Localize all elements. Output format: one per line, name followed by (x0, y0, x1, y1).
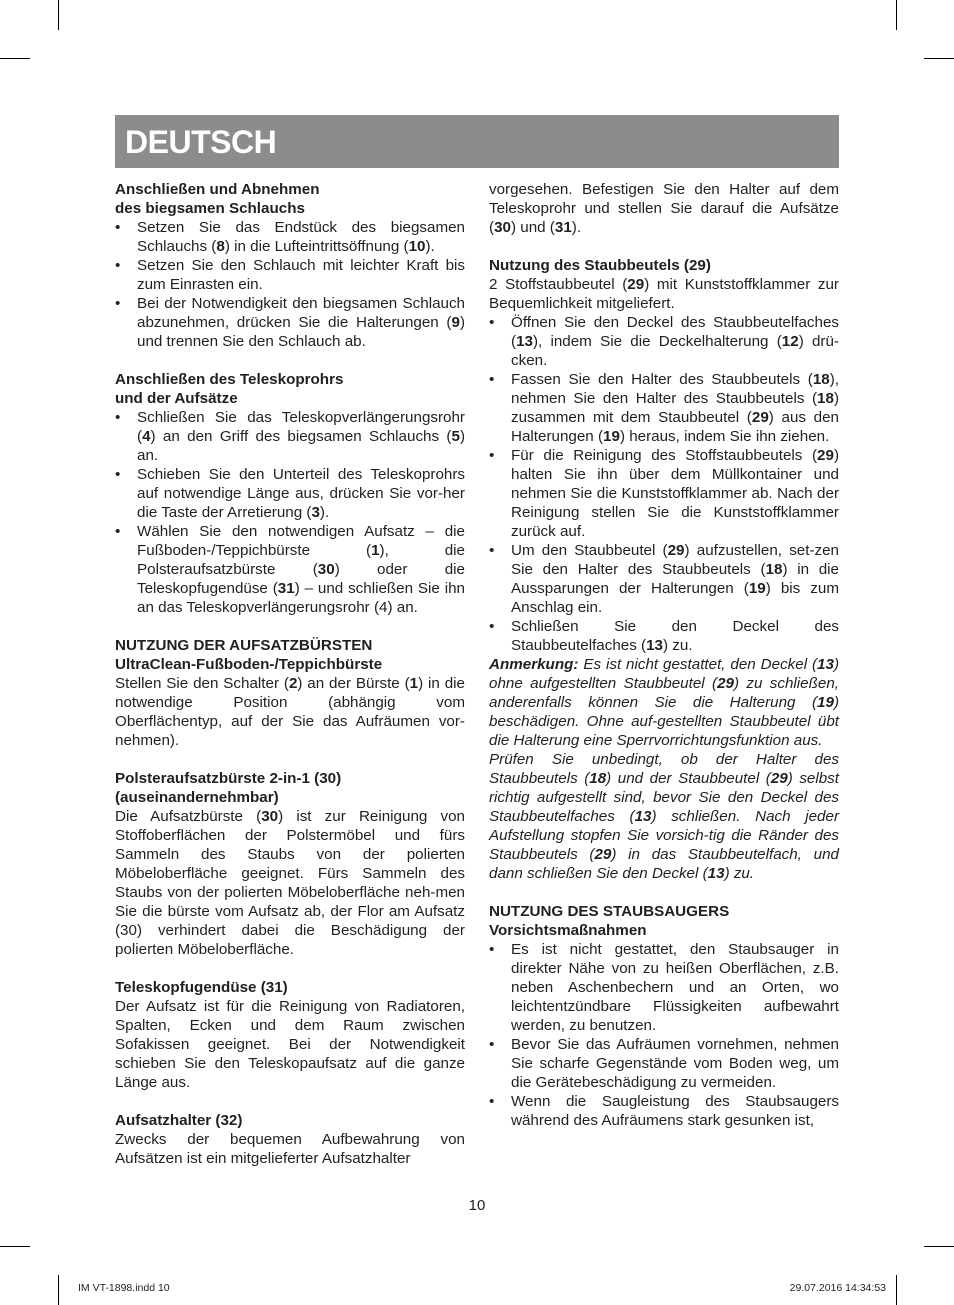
bullet: • (489, 1036, 495, 1053)
list-item: • Es ist nicht gestattet, den Staubsauger in direkter Nähe von zu heißen Oberflächen, z.B. neben Aschenbechern und an Orten, wo leichtentzündbare Flüssigkeiten aufbewahrt werden, zu benutzen. (489, 941, 839, 1034)
crop-mark (58, 1275, 59, 1305)
list-item: • Wählen Sie den notwendigen Aufsatz – die Fußboden-/Teppichbürste (1), die Polsteraufsatzbürste (30) oder die Teleskopfugendüse (31) – und schließen Sie ihn an das Teleskopverlängerungsrohr (4) an. (115, 523, 465, 616)
bullet: • (489, 618, 495, 635)
bullet: • (489, 542, 495, 559)
bullet: • (489, 941, 495, 958)
list-item: • Schließen Sie den Deckel des Staubbeutelfaches (13) zu. (489, 618, 839, 654)
section-heading: Aufsatzhalter (32) (115, 1112, 243, 1129)
list-item: • Bei der Notwendigkeit den biegsamen Schlauch abzunehmen, drücken Sie die Halterungen (9) und trennen Sie den Schlauch ab. (115, 295, 465, 350)
bullet: • (489, 314, 495, 331)
section-heading: und der Aufsätze (115, 390, 238, 407)
section-heading: Nutzung des Staubbeutels (29) (489, 257, 711, 274)
bullet: • (115, 409, 121, 426)
section-heading: NUTZUNG DES STAUBSAUGERS (489, 903, 730, 920)
crop-mark (896, 0, 897, 30)
section-heading: Polsteraufsatzbürste 2-in-1 (30) (115, 770, 342, 787)
crop-mark (924, 1246, 954, 1247)
crop-mark (924, 58, 954, 59)
bullet: • (489, 447, 495, 464)
section-heading: Anschließen des Teleskoprohrs (115, 371, 344, 388)
list-item: • Wenn die Saugleistung des Staubsaugers während des Aufräumens stark gesunken ist, (489, 1093, 839, 1129)
page-number: 10 (468, 1197, 486, 1214)
left-column (115, 180, 465, 1168)
note: Prüfen Sie unbedingt, ob der Halter des Staubbeutels (18) und der Staubbeutel (29) selbst richtig aufgestellt sind, bevor Sie den Deckel des Staubbeutelfaches (13) schließen. Nach jeder Aufstellung stopfen Sie vorsich-tig die Ränder des Staubbeutels (29) in das Staubbeutelfach, und dann schließen Sie den Deckel (13) zu. (489, 751, 840, 882)
right-column (489, 180, 839, 1130)
crop-mark (0, 1246, 30, 1247)
bullet: • (489, 371, 495, 388)
language-banner (115, 115, 839, 168)
page-title: DEUTSCH (125, 124, 277, 160)
paragraph: Der Aufsatz ist für die Reinigung von Radiatoren, Spalten, Ecken und dem Raum zwischen Sofakissen geeignet. Bei der Notwendigkeit schieben Sie den Teleskopaufsatz auf die ganze Länge aus. (115, 998, 465, 1091)
crop-mark (58, 0, 59, 30)
list-item: • Setzen Sie das Endstück des biegsamen Schlauchs (8) in die Lufteintrittsöffnung (10). (115, 219, 465, 255)
paragraph: Zwecks der bequemen Aufbewahrung von Aufsätzen ist ein mitgelieferter Aufsatzhalter (115, 1131, 465, 1167)
section-subheading: UltraClean-Fußboden-/Teppichbürste (115, 656, 383, 673)
section-heading: NUTZUNG DER AUFSATZBÜRSTEN (115, 637, 373, 654)
footer-file: IM VT-1898.indd 10 (78, 1282, 170, 1294)
list-item: • Fassen Sie den Halter des Staubbeutels (18), nehmen Sie den Halter des Staubbeutels (18) zusammen mit dem Staubbeutel (29) aus den Halterungen (19) heraus, indem Sie ihn ziehen. (489, 371, 840, 445)
bullet: • (115, 295, 121, 312)
list-item: • Bevor Sie das Aufräumen vornehmen, nehmen Sie scharfe Gegenstände vom Boden weg, um die Gerätebeschädigung zu vermeiden. (489, 1036, 839, 1091)
bullet: • (115, 523, 121, 540)
list-item: • Öffnen Sie den Deckel des Staubbeutelfaches (13), indem Sie die Deckelhalterung (12) drü-cken. (489, 314, 839, 369)
paragraph: Stellen Sie den Schalter (2) an der Bürste (1) in die notwendige Position (abhängig vom Oberflächentyp, auf der Sie das Aufräumen vor-nehmen). (115, 675, 465, 749)
list-item: • Schieben Sie den Unterteil des Teleskoprohrs auf notwendige Länge aus, drücken Sie vor-her die Taste der Arretierung (3). (115, 466, 465, 521)
section-subheading: Vorsichtsmaßnahmen (489, 922, 647, 939)
section-heading: Teleskopfugendüse (31) (115, 979, 288, 996)
crop-mark (896, 1275, 897, 1305)
list-item: • Setzen Sie den Schlauch mit leichter Kraft bis zum Einrasten ein. (115, 257, 465, 293)
list-item: • Um den Staubbeutel (29) aufzustellen, set-zen Sie den Halter des Staubbeutels (18) in die Aussparungen der Halterungen (19) bis zum Anschlag ein. (489, 542, 839, 616)
bullet: • (115, 466, 121, 483)
paragraph: vorgesehen. Befestigen Sie den Halter auf dem Teleskoprohr und stellen Sie darauf die Aufsätze (30) und (31). (489, 181, 839, 236)
crop-mark (0, 58, 30, 59)
note: Anmerkung: Es ist nicht gestattet, den Deckel (13) ohne aufgestellten Staubbeutel (29) zu schließen, anderenfalls können Sie die Halterung (19) beschädigen. Ohne auf-gestellten Staubbeutel übt die Halterung eine Sperrvorrichtungsfunktion aus. (489, 656, 839, 749)
section-heading: des biegsamen Schlauchs (115, 200, 305, 217)
footer-datetime: 29.07.2016 14:34:53 (789, 1282, 886, 1294)
bullet: • (489, 1093, 495, 1110)
bullet: • (115, 257, 121, 274)
section-heading: Anschließen und Abnehmen (115, 181, 320, 198)
list-item: • Schließen Sie das Teleskopverlängerungsrohr (4) an den Griff des biegsamen Schlauchs (5) an. (115, 409, 465, 464)
section-heading: (auseinandernehmbar) (115, 789, 279, 806)
list-item: • Für die Reinigung des Stoffstaubbeutels (29) halten Sie ihn über dem Müllkontainer und nehmen Sie die Kunststoffklammer ab. Nach der Reinigung stellen Sie die Kunststoffklammer zurück auf. (489, 447, 839, 540)
bullet: • (115, 219, 121, 236)
paragraph: 2 Stoffstaubbeutel (29) mit Kunststoffklammer zur Bequemlichkeit mitgeliefert. (489, 276, 839, 312)
paragraph: Die Aufsatzbürste (30) ist zur Reinigung von Stoffoberflächen der Polstermöbel und fürs Sammeln des Staubs von der polierten Möbeloberfläche geeignet. Fürs Sammeln des Staubs von der polierten Möbeloberfläche neh-men Sie die bürste vom Aufsatz ab, der Flor am Aufsatz (30) verhindert dabei die Beschädigung der polierten Möbeloberfläche. (115, 808, 465, 958)
